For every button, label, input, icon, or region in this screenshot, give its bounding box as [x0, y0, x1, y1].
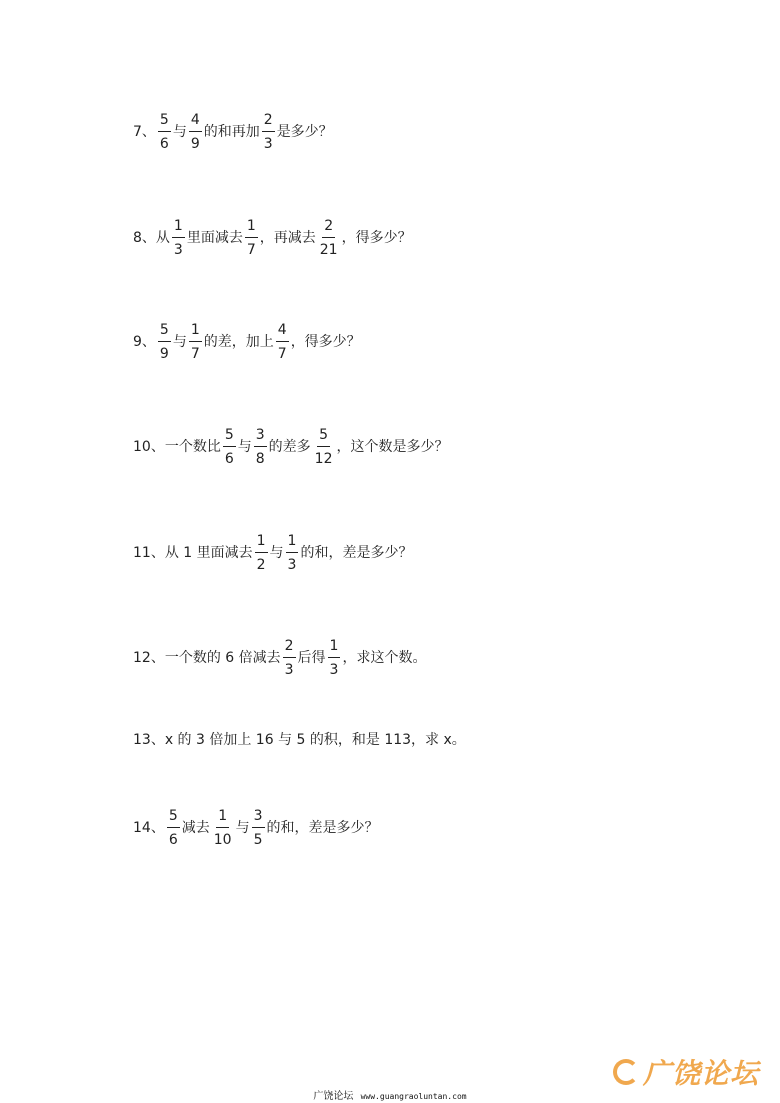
fraction: [318, 218, 340, 258]
fraction-denominator: 3: [173, 242, 183, 258]
fraction: [245, 218, 258, 258]
fraction-numerator: 5: [167, 808, 180, 828]
fraction-denominator: 2: [256, 557, 266, 573]
fraction: [172, 218, 185, 258]
problem-13: [133, 733, 466, 747]
fraction-denominator: 3: [287, 557, 297, 573]
fraction-denominator: 5: [253, 832, 263, 848]
fraction-numerator: 5: [223, 427, 236, 447]
fraction-numerator: 1: [286, 533, 299, 553]
problem-10: [133, 427, 449, 467]
problem-text: 7、: [133, 124, 156, 140]
fraction: [158, 112, 171, 152]
problem-text: 与: [237, 439, 252, 455]
fraction: [189, 322, 202, 362]
fraction: [255, 533, 268, 573]
fraction-numerator: 1: [172, 218, 185, 238]
fraction: [158, 322, 171, 362]
fraction-numerator: 1: [255, 533, 268, 553]
fraction-numerator: 4: [189, 112, 202, 132]
problem-text: 减去: [181, 820, 210, 836]
problem-text: 12、一个数的 6 倍减去: [133, 650, 281, 666]
problem-text: 后得: [297, 650, 326, 666]
problem-text: ，再减去: [259, 230, 316, 246]
problem-text: 是多少？: [276, 124, 333, 140]
fraction: [283, 638, 296, 678]
fraction: [262, 112, 275, 152]
fraction-denominator: 6: [224, 451, 234, 467]
problem-text: ，这个数是多少？: [336, 439, 449, 455]
problem-14: [133, 808, 379, 848]
fraction: [254, 427, 267, 467]
fraction-denominator: 7: [277, 346, 287, 362]
fraction-denominator: 6: [168, 832, 178, 848]
problem-text: ，得多少？: [290, 334, 361, 350]
fraction-numerator: 1: [328, 638, 341, 658]
fraction: [328, 638, 341, 678]
problem-text: 的和，差是多少？: [300, 545, 413, 561]
problem-text: 与: [269, 545, 284, 561]
fraction: [223, 427, 236, 467]
problem-text: 11、从 1 里面减去: [133, 545, 253, 561]
problem-text: 的和，差是多少？: [266, 820, 379, 836]
fraction-denominator: 9: [190, 136, 200, 152]
fraction-numerator: 3: [254, 427, 267, 447]
fraction: [252, 808, 265, 848]
problem-9: [133, 322, 361, 362]
fraction-denominator: 9: [159, 346, 169, 362]
problem-text: 14、: [133, 820, 165, 836]
fraction-denominator: 3: [263, 136, 273, 152]
problem-text: 13、x 的 3 倍加上 16 与 5 的积，和是 113，求 x。: [133, 732, 466, 748]
fraction-numerator: 2: [322, 218, 335, 238]
problem-text: 10、一个数比: [133, 439, 221, 455]
fraction-denominator: 10: [213, 832, 232, 848]
fraction-numerator: 1: [189, 322, 202, 342]
g-logo-icon: [613, 1059, 639, 1085]
logo-text: 广饶论坛: [643, 1057, 760, 1090]
problem-11: [133, 533, 412, 573]
problem-text: 与: [235, 820, 250, 836]
fraction-denominator: 21: [319, 242, 338, 258]
fraction-numerator: 2: [283, 638, 296, 658]
fraction: [276, 322, 289, 362]
problem-text: 9、: [133, 334, 156, 350]
fraction-denominator: 6: [159, 136, 169, 152]
fraction: [313, 427, 335, 467]
problem-8: [133, 218, 412, 258]
fraction-denominator: 7: [190, 346, 200, 362]
problem-text: 与: [172, 124, 187, 140]
problem-text: ，得多少？: [341, 230, 412, 246]
problem-text: ，求这个数。: [342, 650, 427, 666]
fraction: [189, 112, 202, 152]
fraction-numerator: 1: [216, 808, 229, 828]
fraction-numerator: 5: [158, 322, 171, 342]
fraction-denominator: 12: [314, 451, 333, 467]
problem-text: 的差多: [268, 439, 311, 455]
problem-text: 的和再加: [203, 124, 260, 140]
fraction-numerator: 5: [158, 112, 171, 132]
footer-forum-name: 广饶论坛: [313, 1091, 354, 1102]
fraction-denominator: 3: [284, 662, 294, 678]
fraction-numerator: 5: [317, 427, 330, 447]
footer-site-url: www.guangraoluntan.com: [360, 1092, 467, 1101]
fraction-denominator: 7: [246, 242, 256, 258]
fraction-numerator: 1: [245, 218, 258, 238]
problem-7: [133, 112, 333, 152]
fraction-numerator: 3: [252, 808, 265, 828]
fraction-numerator: 4: [276, 322, 289, 342]
fraction: [286, 533, 299, 573]
fraction-numerator: 2: [262, 112, 275, 132]
fraction-denominator: 8: [255, 451, 265, 467]
fraction-denominator: 3: [329, 662, 339, 678]
forum-logo: [613, 1052, 759, 1092]
problem-text: 的差，加上: [203, 334, 274, 350]
problem-text: 里面减去: [186, 230, 243, 246]
problem-text: 8、从: [133, 230, 170, 246]
fraction: [212, 808, 234, 848]
problem-12: [133, 638, 426, 678]
problem-text: 与: [172, 334, 187, 350]
fraction: [167, 808, 180, 848]
